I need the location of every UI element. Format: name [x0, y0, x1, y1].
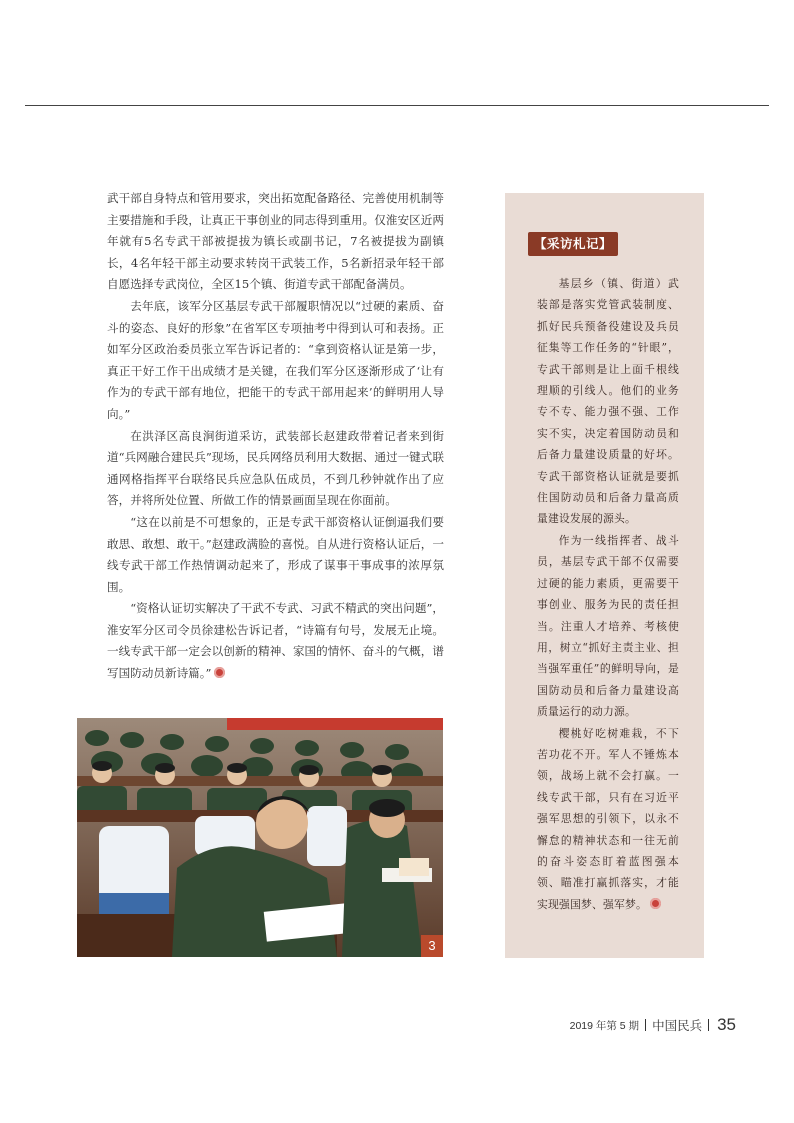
article-paragraph-5: “资格认证切实解决了干武不专武、习武不精武的突出问题”，淮安军分区司令员徐建松告诉记者，“诗篇有句号，发展无止境。一线专武干部一定会以创新的精神、家国的情怀、奋斗的气概，谱写国防动员新诗篇。”: [107, 601, 444, 681]
sidebar-paragraph-2: 作为一线指挥者、战斗员，基层专武干部不仅需要过硬的能力素质，更需要干事创业、服务为民的责任担当。注重人才培养、考核使用，树立“抓好主责主业、担当强军重任”的鲜明导向，是国防动员和后备力量建设高质量运行的动力源。: [537, 533, 679, 719]
page-footer: [570, 1014, 736, 1036]
footer-divider: [645, 1019, 646, 1031]
article-paragraph-3: 在洪泽区高良涧街道采访，武装部长赵建政带着记者来到街道“兵网融合建民兵”现场，民兵网络员利用大数据、通过一键式联通网格指挥平台联络民兵应急队伍成员，不到几秒钟就作出了应答，并将所处位置、所做工作的情景画面呈现在你面前。: [107, 428, 444, 508]
sidebar-paragraph-3: 樱桃好吃树难栽，不下苦功花不开。军人不锤炼本领，战场上就不会打赢。一线专武干部，只有在习近平强军思想的引领下，以永不懈怠的精神状态和一往无前的奋斗姿态盯着蓝图强本领、瞄准打赢抓落实，才能实现强国梦、强军梦。: [537, 726, 679, 911]
footer-magazine: 中国民兵: [652, 1018, 703, 1033]
page-number: 35: [717, 1015, 736, 1034]
footer-issue: 2019 年第 5 期: [569, 1019, 640, 1032]
article-paragraph-1: 武干部自身特点和管用要求，突出拓宽配备路径、完善使用机制等主要措施和手段，让真正干事创业的同志得到重用。仅淮安区近两年就有5名专武干部被提拔为镇长或副书记，7名被提拔为副镇长，4名年轻干部主动要求转岗干武装工作，5名新招录年轻干部自愿选择专武岗位，全区15个镇、街道专武干部配备满员。: [107, 191, 444, 292]
end-mark-icon: [214, 667, 225, 678]
article-paragraph-4: “这在以前是不可想象的，正是专武干部资格认证倒逼我们要敢思、敢想、敢干。”赵建政满脸的喜悦。自从进行资格认证后，一线专武干部工作热情调动起来了，形成了谋事干事成事的浓厚氛围。: [107, 514, 444, 594]
article-body: [107, 188, 444, 685]
exam-photo-illustration: [77, 718, 443, 957]
sidebar-end-mark-icon: [650, 898, 661, 909]
footer-divider: [708, 1019, 709, 1031]
sidebar-paragraph-1: 基层乡（镇、街道）武装部是落实党管武装制度、抓好民兵预备役建设及兵员征集等工作任务的“针眼”，专武干部则是让上面千根线理顺的引线人。他们的业务专不专、能力强不强、工作实不实，决定着国防动员和后备力量建设质量的好坏。专武干部资格认证就是要抓住国防动员和后备力量高质量建设发展的源头。: [537, 277, 679, 526]
sidebar-text: [537, 273, 679, 915]
sidebar-paragraph-3-wrap: [537, 723, 679, 916]
photo-number: 3: [421, 935, 443, 957]
exam-photo: [77, 718, 443, 957]
article-paragraph-2: 去年底，该军分区基层专武干部履职情况以“过硬的素质、奋斗的姿态、良好的形象”在省军区专项抽考中得到认可和表扬。正如军分区政治委员张立军告诉记者的：“拿到资格认证是第一步，真正干好工作干出成绩才是关键，在我们军分区逐渐形成了‘让有作为的专武干部有地位，把能干的专武干部用起来’的鲜明用人导向。”: [107, 298, 444, 421]
interview-notes-sidebar: [505, 193, 704, 958]
header-rule: [25, 105, 769, 106]
article-paragraph-5-wrap: [107, 598, 444, 684]
sidebar-tag: 【采访札记】: [528, 232, 618, 256]
